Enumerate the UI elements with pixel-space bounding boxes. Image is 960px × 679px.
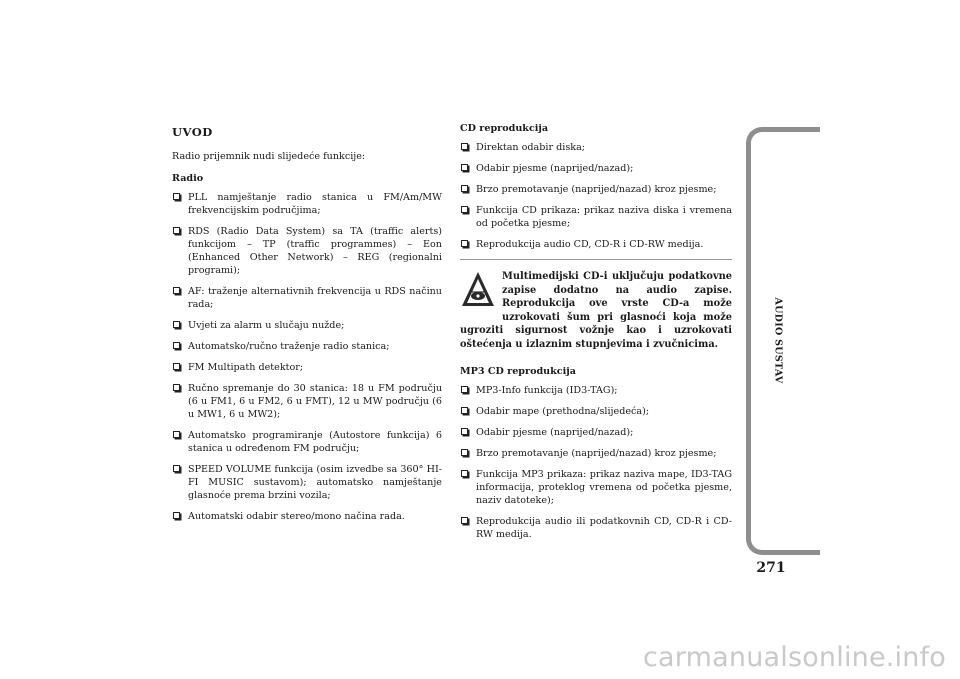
checkbox-bullet-icon xyxy=(461,164,468,171)
list-item: Uvjeti za alarm u slučaju nužde; xyxy=(172,319,442,332)
checkbox-bullet-icon xyxy=(461,386,468,393)
list-item: Direktan odabir diska; xyxy=(460,141,732,154)
checkbox-bullet-icon xyxy=(461,428,468,435)
list-item: Reprodukcija audio CD, CD-R i CD-RW medija. xyxy=(460,238,732,251)
mp3-heading: MP3 CD reprodukcija xyxy=(460,366,576,377)
list-item: Odabir mape (prethodna/slijedeća); xyxy=(460,405,732,418)
divider xyxy=(460,259,732,260)
page-number: 271 xyxy=(756,560,786,576)
list-item: Reprodukcija audio ili podatkovnih CD, CD-R i CD-RW medija. xyxy=(460,515,732,541)
list-item: Brzo premotavanje (naprijed/nazad) kroz pjesme; xyxy=(460,447,732,460)
checkbox-bullet-icon xyxy=(173,465,180,472)
checkbox-bullet-icon xyxy=(173,287,180,294)
section-title: UVOD xyxy=(172,125,213,139)
list-item: Automatski odabir stereo/mono načina rada. xyxy=(172,510,442,523)
radio-list xyxy=(172,191,442,523)
checkbox-bullet-icon xyxy=(173,431,180,438)
checkbox-bullet-icon xyxy=(173,512,180,519)
chapter-label: AUDIO SUSTAV xyxy=(772,296,784,384)
list-item: SPEED VOLUME funkcija (osim izvedbe sa 360° HI-FI MUSIC sustavom); automatsko namještanje glasnoće prema brzini vozila; xyxy=(172,463,442,502)
checkbox-bullet-icon xyxy=(461,143,468,150)
warning-triangle-icon xyxy=(460,270,496,310)
intro-text: Radio prijemnik nudi slijedeće funkcije: xyxy=(172,151,366,162)
checkbox-bullet-icon xyxy=(461,407,468,414)
checkbox-bullet-icon xyxy=(173,342,180,349)
checkbox-bullet-icon xyxy=(461,517,468,524)
list-item: RDS (Radio Data System) sa TA (traffic alerts) funkcijom – TP (traffic programmes) – Eon (Enhanced Other Network) – REG (regionalni programi); xyxy=(172,225,442,277)
cd-heading: CD reprodukcija xyxy=(460,123,549,134)
checkbox-bullet-icon xyxy=(173,193,180,200)
right-column xyxy=(460,122,732,549)
checkbox-bullet-icon xyxy=(461,470,468,477)
checkbox-bullet-icon xyxy=(461,449,468,456)
warning-note xyxy=(460,270,732,351)
checkbox-bullet-icon xyxy=(173,321,180,328)
list-item: Automatsko/ručno traženje radio stanica; xyxy=(172,340,442,353)
cd-list xyxy=(460,141,732,251)
checkbox-bullet-icon xyxy=(461,185,468,192)
list-item: Ručno spremanje do 30 stanica: 18 u FM području (6 u FM1, 6 u FM2, 6 u FMT), 12 u MW području (6 u MW1, 6 u MW2); xyxy=(172,382,442,421)
list-item: Automatsko programiranje (Autostore funkcija) 6 stanica u određenom FM području; xyxy=(172,429,442,455)
checkbox-bullet-icon xyxy=(461,240,468,247)
list-item: Funkcija CD prikaza: prikaz naziva diska i vremena od početka pjesme; xyxy=(460,204,732,230)
list-item: PLL namještanje radio stanica u FM/Am/MW frekvencijskim područjima; xyxy=(172,191,442,217)
watermark: carmanualsonline.info xyxy=(643,642,946,673)
checkbox-bullet-icon xyxy=(461,206,468,213)
list-item: Odabir pjesme (naprijed/nazad); xyxy=(460,162,732,175)
checkbox-bullet-icon xyxy=(173,384,180,391)
list-item: Funkcija MP3 prikaza: prikaz naziva mape, ID3-TAG informacija, proteklog vremena od početka pjesme, naziv datoteke); xyxy=(460,468,732,507)
radio-heading: Radio xyxy=(172,173,204,184)
checkbox-bullet-icon xyxy=(173,227,180,234)
list-item: FM Multipath detektor; xyxy=(172,361,442,374)
list-item: Odabir pjesme (naprijed/nazad); xyxy=(460,426,732,439)
warning-text: Multimedijski CD-i uključuju podatkovne zapise dodatno na audio zapise. Reprodukcija ove vrste CD-a može uzrokovati šum pri glasnoći koja može ugroziti sigurnost vožnje kao i uzrokovati oštećenja u izlaznim stupnjevima i zvučnicima. xyxy=(460,271,732,350)
mp3-list xyxy=(460,384,732,541)
checkbox-bullet-icon xyxy=(173,363,180,370)
list-item: Brzo premotavanje (naprijed/nazad) kroz pjesme; xyxy=(460,183,732,196)
list-item: AF: traženje alternativnih frekvencija u RDS načinu rada; xyxy=(172,285,442,311)
left-column xyxy=(172,122,442,531)
list-item: MP3-Info funkcija (ID3-TAG); xyxy=(460,384,732,397)
